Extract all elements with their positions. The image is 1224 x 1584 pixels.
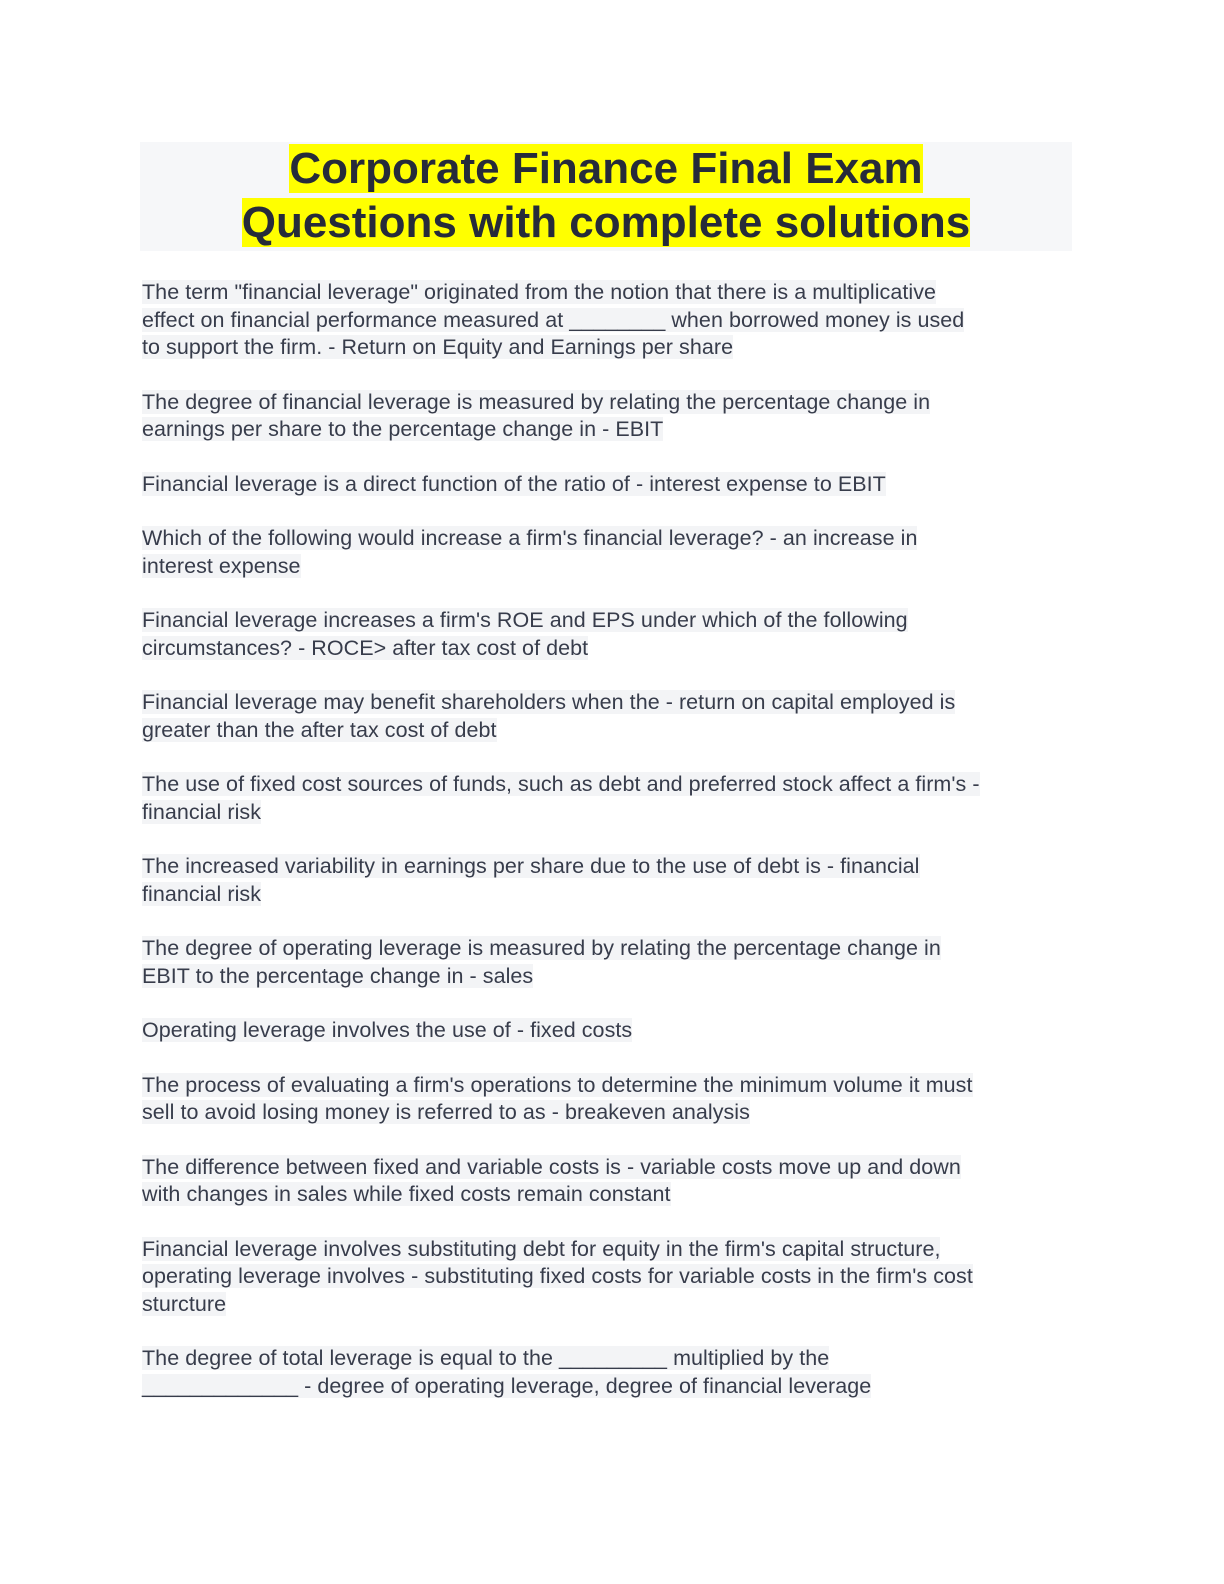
question-answer-line: with changes in sales while fixed costs remain constant xyxy=(142,1182,671,1206)
question-answer-item xyxy=(142,853,1077,908)
question-answer-line: Operating leverage involves the use of - fixed costs xyxy=(142,1018,633,1042)
question-answer-line: The increased variability in earnings per share due to the use of debt is - financial xyxy=(142,854,920,878)
question-answer-line: The use of fixed cost sources of funds, such as debt and preferred stock affect a firm's - xyxy=(142,772,980,796)
question-answer-line: Financial leverage increases a firm's ROE and EPS under which of the following xyxy=(142,608,908,632)
question-answer-line: The degree of operating leverage is measured by relating the percentage change in xyxy=(142,936,941,960)
question-answer-line: Which of the following would increase a firm's financial leverage? - an increase in xyxy=(142,526,918,550)
document-title xyxy=(140,142,1072,251)
question-answer-item xyxy=(142,607,1077,662)
question-answer-line: operating leverage involves - substituting fixed costs for variable costs in the firm's cost xyxy=(142,1264,973,1288)
question-answer-line: financial risk xyxy=(142,799,261,824)
question-answer-line: to support the firm. - Return on Equity and Earnings per share xyxy=(142,335,734,359)
question-answer-line: The process of evaluating a firm's operations to determine the minimum volume it must xyxy=(142,1072,973,1097)
question-answer-item xyxy=(142,689,1077,744)
question-answer-line: circumstances? - ROCE> after tax cost of debt xyxy=(142,635,589,660)
question-answer-item xyxy=(142,279,1077,362)
question-answer-item xyxy=(142,389,1077,444)
question-answer-item xyxy=(142,471,1077,499)
question-answer-item xyxy=(142,1236,1077,1319)
question-answer-line: EBIT to the percentage change in - sales xyxy=(142,963,534,988)
question-answer-line: greater than the after tax cost of debt xyxy=(142,717,497,742)
question-answer-line: financial risk xyxy=(142,881,261,906)
question-answer-line: interest expense xyxy=(142,553,301,578)
question-answer-line: earnings per share to the percentage change in - EBIT xyxy=(142,417,664,441)
title-line-1: Corporate Finance Final Exam xyxy=(289,144,923,193)
question-answer-line: sturcture xyxy=(142,1291,227,1316)
question-answer-line: Financial leverage is a direct function of the ratio of - interest expense to EBIT xyxy=(142,471,886,496)
question-answer-item xyxy=(142,771,1077,826)
question-answer-item xyxy=(142,1072,1077,1127)
question-answer-item xyxy=(142,1345,1077,1400)
question-answer-line: sell to avoid losing money is referred to as - breakeven analysis xyxy=(142,1100,750,1124)
question-answer-list xyxy=(142,279,1077,1427)
question-answer-line: The difference between fixed and variable costs is - variable costs move up and down xyxy=(142,1154,961,1179)
question-answer-item xyxy=(142,525,1077,580)
title-line-2: Questions with complete solutions xyxy=(241,198,971,247)
question-answer-line: Financial leverage may benefit shareholders when the - return on capital employed is xyxy=(142,690,956,714)
question-answer-line: The term "financial leverage" originated from the notion that there is a multiplicative xyxy=(142,280,937,304)
question-answer-line: effect on financial performance measured at ________ when borrowed money is used xyxy=(142,307,965,332)
question-answer-line: Financial leverage involves substituting debt for equity in the firm's capital structure, xyxy=(142,1236,941,1261)
question-answer-line: The degree of financial leverage is measured by relating the percentage change in xyxy=(142,389,931,414)
question-answer-item xyxy=(142,935,1077,990)
question-answer-line: The degree of total leverage is equal to the _________ multiplied by the xyxy=(142,1346,830,1370)
question-answer-item xyxy=(142,1154,1077,1209)
question-answer-line: _____________ - degree of operating leverage, degree of financial leverage xyxy=(142,1373,872,1398)
question-answer-item xyxy=(142,1017,1077,1045)
